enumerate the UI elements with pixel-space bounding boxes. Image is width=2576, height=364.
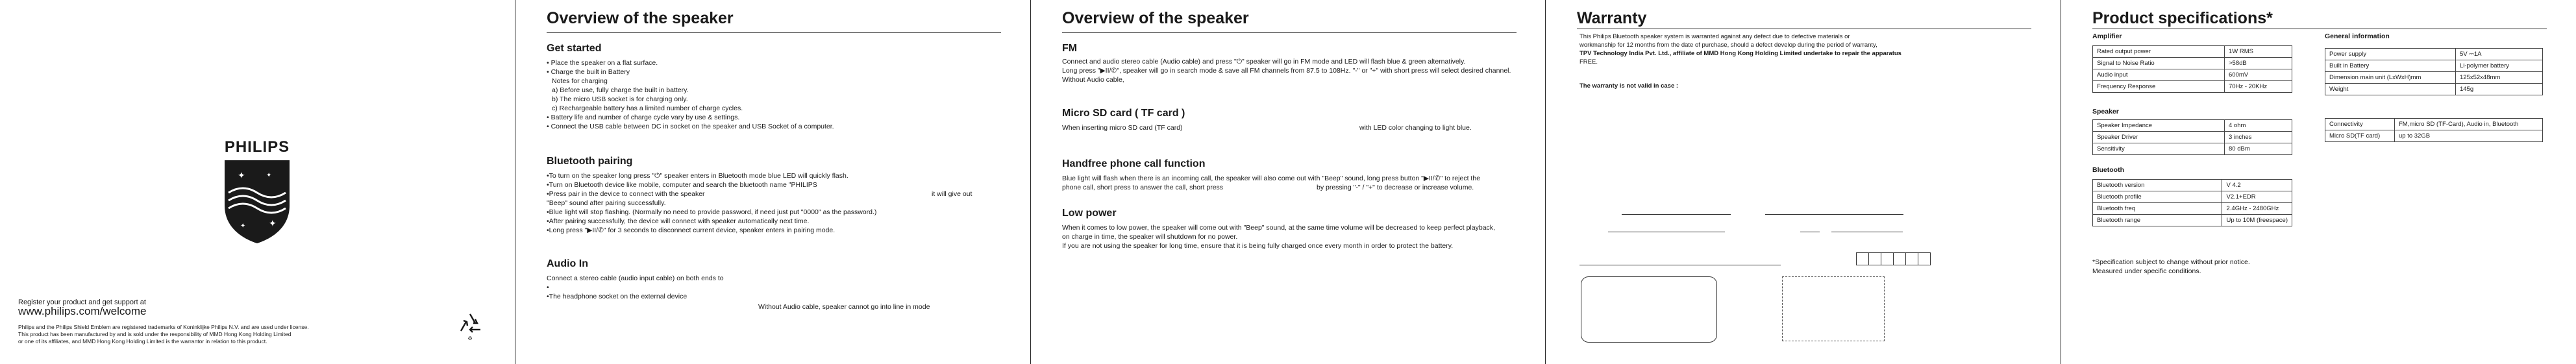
get-started-heading: Get started — [547, 43, 602, 54]
title-divider — [547, 32, 1001, 33]
table-row — [2093, 120, 2292, 132]
audio-in-aside: Without Audio cable, speaker cannot go into line in mode — [758, 303, 930, 311]
amplifier-heading: Amplifier — [2092, 32, 2122, 40]
bluetooth-line: •Press pair in the device to connect with the speaker — [547, 190, 705, 198]
get-started-line: a) Before use, fully charge the built in battery. — [552, 86, 689, 94]
spec-label: Dimension main unit (LxWxH)mm — [2325, 72, 2456, 84]
page-title: Product specifications* — [2092, 9, 2273, 27]
get-started-line: • Charge the built in Battery — [547, 68, 630, 76]
handfree-line: Blue light will flash when there is an incoming call, the speaker will also come out with "Beep" sound, long press button "▶II/✆" to reject the — [1062, 175, 1481, 182]
table-row — [2325, 60, 2543, 72]
fm-line: Connect and audio stereo cable (Audio cable) and press "⏻" speaker will go in FM mode and LED will flash blue & green alternatively. — [1062, 58, 1466, 66]
spec-footnote: Measured under specific conditions. — [2092, 267, 2201, 275]
sd-card-aside: with LED color changing to light blue. — [1359, 124, 1472, 132]
dealer-stamp-box — [1581, 276, 1717, 343]
get-started-line: • Connect the USB cable between DC in socket on the speaker and USB Socket of a computer. — [547, 123, 834, 130]
get-started-line: b) The micro USB socket is for charging only. — [552, 95, 688, 103]
support-url[interactable]: www.philips.com/welcome — [18, 305, 147, 317]
spec-value: V2.1+EDR — [2222, 191, 2292, 203]
table-row — [2093, 46, 2292, 58]
page-title: Warranty — [1577, 9, 1647, 27]
table-row — [2093, 58, 2292, 69]
table-row — [2093, 132, 2292, 143]
specs-panel — [2061, 0, 2576, 364]
form-line — [1622, 214, 1731, 215]
svg-text:✦: ✦ — [240, 223, 246, 230]
form-line — [1765, 214, 1903, 215]
general-heading: General information — [2325, 32, 2390, 40]
title-divider — [1062, 32, 1517, 33]
get-started-line: Notes for charging — [552, 77, 608, 85]
sd-card-heading: Micro SD card ( TF card ) — [1062, 108, 1185, 119]
table-row — [2325, 49, 2543, 60]
table-row — [2325, 119, 2543, 130]
cover-panel — [0, 0, 515, 364]
spec-value: 2.4GHz - 2480GHz — [2222, 203, 2292, 215]
register-text: Register your product and get support at — [18, 298, 146, 306]
handfree-heading: Handfree phone call function — [1062, 158, 1206, 169]
get-started-line: • Place the speaker on a flat surface. — [547, 59, 658, 67]
spec-value: 600mV — [2225, 69, 2292, 81]
audio-in-line: • — [547, 284, 549, 291]
signature-box — [1782, 276, 1885, 341]
warranty-panel — [1546, 0, 2061, 364]
table-row — [2093, 143, 2292, 155]
philips-shield-icon — [218, 155, 296, 246]
spec-label: Bluetooth freq — [2093, 203, 2222, 215]
spec-value: Li-polymer battery — [2456, 60, 2543, 72]
spec-value: 3 inches — [2225, 132, 2292, 143]
spec-label: Micro SD(TF card) — [2325, 130, 2395, 142]
table-row — [2325, 72, 2543, 84]
philips-logo — [218, 138, 296, 245]
spec-value: FM,micro SD (TF-Card), Audio in, Bluetooth — [2395, 119, 2543, 130]
spec-label: Bluetooth version — [2093, 180, 2222, 191]
spec-value: 1W RMS — [2225, 46, 2292, 58]
table-row — [2093, 180, 2292, 191]
fm-line: Long press "▶II/✆", speaker will go in search mode & save all FM channels from 87.5 to 108Hz. "-" or "+" with short press will select desired channel. — [1062, 67, 1511, 75]
spec-label: Bluetooth range — [2093, 215, 2222, 226]
fm-heading: FM — [1062, 43, 1078, 54]
handfree-line: phone call, short press to answer the call, short press — [1062, 184, 1224, 191]
table-row — [2093, 203, 2292, 215]
connectivity-table — [2325, 118, 2543, 142]
speaker-heading: Speaker — [2092, 108, 2119, 115]
sd-card-line: When inserting micro SD card (TF card) — [1062, 124, 1183, 132]
svg-text:♻: ♻ — [467, 335, 473, 341]
amplifier-table — [2092, 45, 2292, 93]
spec-footnote: *Specification subject to change without prior notice. — [2092, 258, 2250, 266]
spec-label: Built in Battery — [2325, 60, 2456, 72]
fm-line: Without Audio cable, — [1062, 76, 1124, 84]
spec-value: 80 dBm — [2225, 143, 2292, 155]
bluetooth-line: •Long press "▶II/✆" for 3 seconds to disconnect current device, speaker enters in pairing mode. — [547, 226, 836, 234]
warranty-bold-line: TPV Technology India Pvt. Ltd., affiliate of MMD Hong Kong Holding Limited undertake to repair the apparatus — [1579, 50, 1901, 57]
low-power-line: When it comes to low power, the speaker will come out with "Beep" sound, at the same time volume will be decreased to keep perfect playback, — [1062, 224, 1495, 232]
table-row — [2325, 130, 2543, 142]
low-power-line: on charge in time, the speaker will shutdown for no power. — [1062, 233, 1238, 241]
table-row — [2093, 69, 2292, 81]
spec-label: Bluetooth profile — [2093, 191, 2222, 203]
spec-label: Speaker Impedance — [2093, 120, 2225, 132]
low-power-line: If you are not using the speaker for long time, ensure that it is being fully charged once every month in order to protect the battery. — [1062, 242, 1454, 250]
svg-text:✦: ✦ — [266, 172, 272, 179]
page-title: Overview of the speaker — [547, 9, 734, 27]
low-power-heading: Low power — [1062, 208, 1117, 219]
spec-value: 4 ohm — [2225, 120, 2292, 132]
spec-label: Audio input — [2093, 69, 2225, 81]
warranty-line: workmanship for 12 months from the date of purchase, should a defect develop during the period of warranty, — [1579, 42, 1877, 49]
warranty-line: This Philips Bluetooth speaker system is warranted against any defect due to defective materials or — [1579, 33, 1850, 40]
audio-in-heading: Audio In — [547, 258, 588, 269]
spec-value: Up to 10M (freespace) — [2222, 215, 2292, 226]
general-table — [2325, 48, 2543, 95]
legal-line: Philips and the Philips Shield Emblem are registered trademarks of Koninklijke Philips N.V. and are used under license. — [18, 324, 309, 330]
get-started-line: c) Rechargeable battery has a limited number of charge cycles. — [552, 104, 743, 112]
warranty-free: FREE. — [1579, 58, 1598, 66]
overview-panel-2 — [1031, 0, 1545, 364]
audio-in-line: Connect a stereo cable (audio input cable) on both ends to — [547, 274, 724, 282]
svg-text:✦: ✦ — [269, 219, 277, 229]
overview-panel-1 — [515, 0, 1030, 364]
spec-label: Connectivity — [2325, 119, 2395, 130]
spec-value: up to 32GB — [2395, 130, 2543, 142]
spec-label: Sensitivity — [2093, 143, 2225, 155]
table-row — [2093, 81, 2292, 93]
svg-text:✦: ✦ — [238, 171, 245, 181]
table-row — [2325, 84, 2543, 95]
spec-label: Weight — [2325, 84, 2456, 95]
brand-name: PHILIPS — [224, 138, 290, 156]
bluetooth-line: •To turn on the speaker long press "⏻" speaker enters in Bluetooth mode blue LED will quickly flash. — [547, 172, 848, 180]
speaker-table — [2092, 119, 2292, 155]
audio-in-line: •The headphone socket on the external device — [547, 293, 687, 300]
spec-label: Frequency Response — [2093, 81, 2225, 93]
get-started-line: • Battery life and number of charge cycle vary by use & settings. — [547, 114, 740, 121]
pin-code-cells[interactable] — [1856, 252, 1930, 265]
page-title: Overview of the speaker — [1062, 9, 1249, 27]
spec-label: Signal to Noise Ratio — [2093, 58, 2225, 69]
bluetooth-aside: it will give out — [932, 190, 972, 198]
bluetooth-table — [2092, 179, 2292, 226]
legal-line: or one of its affiliates, and MMD Hong Kong Holding Limited is the warrantor in relation to this product. — [18, 338, 267, 345]
spec-value: 145g — [2456, 84, 2543, 95]
table-row — [2093, 191, 2292, 203]
spec-value: V 4.2 — [2222, 180, 2292, 191]
legal-line: This product has been manufactured by and is sold under the responsibility of MMD Hong Kong Holding Limited — [18, 331, 291, 337]
spec-label: Rated output power — [2093, 46, 2225, 58]
bluetooth-line: •Blue light will stop flashing. (Normally no need to provide password, if need just put "0000" as the password.) — [547, 208, 877, 216]
spec-value: 5V ⎓1A — [2456, 49, 2543, 60]
bluetooth-line: "Beep" sound after pairing successfully. — [547, 199, 666, 207]
handfree-aside: by pressing "-" / "+" to decrease or increase volume. — [1317, 184, 1474, 191]
spec-label: Power supply — [2325, 49, 2456, 60]
recycle-icon — [454, 310, 486, 341]
bluetooth-line: •After pairing successfully, the device will connect with speaker automatically next time. — [547, 217, 810, 225]
bluetooth-heading: Bluetooth pairing — [547, 156, 633, 167]
spec-value: >58dB — [2225, 58, 2292, 69]
warranty-not-valid: The warranty is not valid in case : — [1579, 82, 1679, 90]
spec-label: Speaker Driver — [2093, 132, 2225, 143]
bluetooth-heading: Bluetooth — [2092, 166, 2124, 174]
table-row — [2093, 215, 2292, 226]
spec-value: 70Hz - 20KHz — [2225, 81, 2292, 93]
bluetooth-line: •Turn on Bluetooth device like mobile, computer and search the bluetooth name "PHILIPS — [547, 181, 817, 189]
spec-value: 125x52x48mm — [2456, 72, 2543, 84]
